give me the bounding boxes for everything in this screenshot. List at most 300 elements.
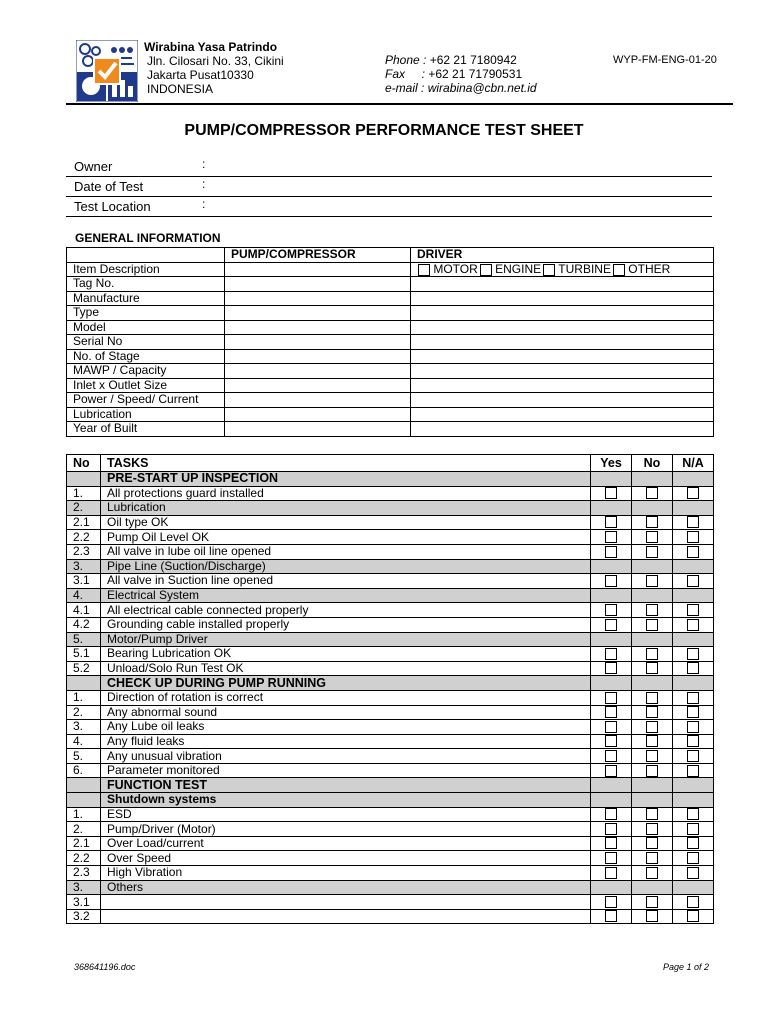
general-info-row <box>67 349 714 364</box>
task-label: High Vibration <box>101 866 591 881</box>
general-info-row <box>67 320 714 335</box>
yes-cell <box>591 763 632 778</box>
task-label: Parameter monitored <box>101 763 591 778</box>
no-checkbox[interactable] <box>646 692 658 704</box>
driver-option-label: TURBINE <box>558 261 611 276</box>
driver-option-label: MOTOR <box>433 261 478 276</box>
na-cell <box>673 880 714 895</box>
yes-cell <box>591 880 632 895</box>
contact-email-value: wirabina@cbn.net.id <box>427 81 537 95</box>
general-info-label: Tag No. <box>67 277 225 292</box>
no-checkbox[interactable] <box>646 721 658 733</box>
no-checkbox[interactable] <box>646 662 658 674</box>
task-group-row <box>67 501 714 516</box>
na-cell <box>673 793 714 808</box>
task-label: Lubrication <box>101 501 591 516</box>
address-line-2: Jakarta Pusat10330 <box>147 68 254 82</box>
driver-option-checkbox[interactable] <box>480 264 492 276</box>
na-cell <box>673 530 714 545</box>
task-label: Motor/Pump Driver <box>101 632 591 647</box>
tasks-header-row <box>67 455 714 472</box>
task-label: Others <box>101 880 591 895</box>
no-checkbox[interactable] <box>646 765 658 777</box>
yes-cell <box>591 530 632 545</box>
na-checkbox[interactable] <box>687 896 699 908</box>
task-row <box>67 603 714 618</box>
task-row <box>67 822 714 837</box>
pump-value-cell[interactable] <box>225 422 411 437</box>
task-number: 3. <box>67 720 101 735</box>
no-cell <box>632 807 673 822</box>
task-number: 1. <box>67 807 101 822</box>
na-cell <box>673 603 714 618</box>
yes-cell <box>591 559 632 574</box>
no-cell <box>632 909 673 924</box>
na-cell <box>673 574 714 589</box>
pump-value-cell[interactable] <box>225 335 411 350</box>
general-info-row <box>67 393 714 408</box>
yes-checkbox[interactable] <box>605 516 617 528</box>
no-cell <box>632 749 673 764</box>
na-checkbox[interactable] <box>687 910 699 922</box>
na-checkbox[interactable] <box>687 516 699 528</box>
no-cell <box>632 851 673 866</box>
task-number: 2.1 <box>67 836 101 851</box>
task-number: 1. <box>67 690 101 705</box>
yes-cell <box>591 632 632 647</box>
task-label: Pump Oil Level OK <box>101 530 591 545</box>
pump-value-cell[interactable] <box>225 407 411 422</box>
na-checkbox[interactable] <box>687 575 699 587</box>
pump-value-cell[interactable] <box>225 364 411 379</box>
task-label <box>101 909 591 924</box>
yes-checkbox[interactable] <box>605 837 617 849</box>
pump-value-cell[interactable] <box>225 378 411 393</box>
no-cell <box>632 866 673 881</box>
na-cell <box>673 515 714 530</box>
na-cell <box>673 501 714 516</box>
no-cell <box>632 690 673 705</box>
task-label: CHECK UP DURING PUMP RUNNING <box>101 676 591 691</box>
task-label: All protections guard installed <box>101 486 591 501</box>
yes-checkbox[interactable] <box>605 546 617 558</box>
general-info-label: Manufacture <box>67 291 225 306</box>
yes-checkbox[interactable] <box>605 487 617 499</box>
no-checkbox[interactable] <box>646 823 658 835</box>
no-checkbox[interactable] <box>646 516 658 528</box>
na-checkbox[interactable] <box>687 852 699 864</box>
no-cell <box>632 778 673 793</box>
task-label <box>101 895 591 910</box>
task-label: Electrical System <box>101 588 591 603</box>
general-info-label: Inlet x Outlet Size <box>67 378 225 393</box>
task-number: 5.2 <box>67 661 101 676</box>
yes-checkbox[interactable] <box>605 706 617 718</box>
task-group-row <box>67 632 714 647</box>
yes-checkbox[interactable] <box>605 750 617 762</box>
yes-cell <box>591 486 632 501</box>
task-number: 5. <box>67 632 101 647</box>
pump-value-cell[interactable] <box>225 349 411 364</box>
no-cell <box>632 574 673 589</box>
test-location-label: Test Location <box>74 199 151 214</box>
yes-checkbox[interactable] <box>605 896 617 908</box>
general-info-row <box>67 422 714 437</box>
driver-value-cell[interactable] <box>411 262 714 277</box>
task-number: 3.1 <box>67 574 101 589</box>
tasks-table <box>66 454 714 924</box>
task-number: 5. <box>67 749 101 764</box>
na-checkbox[interactable] <box>687 808 699 820</box>
na-cell <box>673 909 714 924</box>
task-row <box>67 574 714 589</box>
address-line-1: Jln. Cilosari No. 33, Cikini <box>147 54 284 68</box>
no-cell <box>632 544 673 559</box>
yes-header: Yes <box>591 455 632 472</box>
na-cell <box>673 851 714 866</box>
na-checkbox[interactable] <box>687 867 699 879</box>
yes-checkbox[interactable] <box>605 721 617 733</box>
na-cell <box>673 559 714 574</box>
task-number: 2.3 <box>67 866 101 881</box>
yes-cell <box>591 515 632 530</box>
task-label: All electrical cable connected properly <box>101 603 591 618</box>
yes-cell <box>591 851 632 866</box>
no-cell <box>632 559 673 574</box>
na-cell <box>673 588 714 603</box>
task-number: 2.2 <box>67 530 101 545</box>
no-cell <box>632 472 673 487</box>
task-number: 3. <box>67 880 101 895</box>
task-group-row <box>67 588 714 603</box>
general-info-row <box>67 407 714 422</box>
no-checkbox[interactable] <box>646 604 658 616</box>
task-number: 3. <box>67 559 101 574</box>
no-cell <box>632 763 673 778</box>
na-checkbox[interactable] <box>687 546 699 558</box>
task-number: 3.2 <box>67 909 101 924</box>
na-cell <box>673 807 714 822</box>
contact-phone <box>385 53 537 67</box>
task-label: Over Speed <box>101 851 591 866</box>
pump-compressor-header: PUMP/COMPRESSOR <box>225 248 411 263</box>
contact-block <box>385 53 537 95</box>
no-checkbox[interactable] <box>646 910 658 922</box>
task-row <box>67 807 714 822</box>
yes-cell <box>591 807 632 822</box>
no-cell <box>632 661 673 676</box>
no-cell <box>632 836 673 851</box>
task-row <box>67 734 714 749</box>
na-cell <box>673 734 714 749</box>
yes-checkbox[interactable] <box>605 575 617 587</box>
na-cell <box>673 472 714 487</box>
general-info-label: No. of Stage <box>67 349 225 364</box>
yes-cell <box>591 676 632 691</box>
task-row <box>67 486 714 501</box>
driver-value-cell[interactable] <box>411 320 714 335</box>
task-label: Any fluid leaks <box>101 734 591 749</box>
no-checkbox[interactable] <box>646 575 658 587</box>
yes-checkbox[interactable] <box>605 823 617 835</box>
task-number: 2.3 <box>67 544 101 559</box>
task-label: All valve in Suction line opened <box>101 574 591 589</box>
date-of-test-label: Date of Test <box>74 179 144 194</box>
general-info-header-row <box>67 248 714 263</box>
na-cell <box>673 720 714 735</box>
task-number: 1. <box>67 486 101 501</box>
yes-cell <box>591 603 632 618</box>
yes-checkbox[interactable] <box>605 808 617 820</box>
company-name: Wirabina Yasa Patrindo <box>144 40 278 54</box>
no-cell <box>632 793 673 808</box>
task-row <box>67 836 714 851</box>
driver-header: DRIVER <box>411 248 714 263</box>
yes-checkbox[interactable] <box>605 735 617 747</box>
no-cell <box>632 734 673 749</box>
task-number: 2.1 <box>67 515 101 530</box>
na-cell <box>673 749 714 764</box>
na-checkbox[interactable] <box>687 531 699 543</box>
owner-label: Owner <box>74 159 113 174</box>
task-row <box>67 647 714 662</box>
test-location-colon: : <box>202 197 206 211</box>
no-checkbox[interactable] <box>646 706 658 718</box>
no-cell <box>632 822 673 837</box>
no-cell <box>632 632 673 647</box>
yes-cell <box>591 661 632 676</box>
task-group-row <box>67 472 714 487</box>
na-checkbox[interactable] <box>687 619 699 631</box>
general-info-table <box>66 247 714 437</box>
task-number: 4.1 <box>67 603 101 618</box>
date-of-test-field[interactable] <box>66 177 712 197</box>
yes-cell <box>591 574 632 589</box>
contact-phone-value: +62 21 7180942 <box>429 53 517 67</box>
na-checkbox[interactable] <box>687 648 699 660</box>
yes-cell <box>591 544 632 559</box>
na-cell <box>673 836 714 851</box>
task-label: Grounding cable installed properly <box>101 617 591 632</box>
general-info-label: Lubrication <box>67 407 225 422</box>
yes-checkbox[interactable] <box>605 662 617 674</box>
task-label: All valve in lube oil line opened <box>101 544 591 559</box>
yes-checkbox[interactable] <box>605 765 617 777</box>
na-cell <box>673 690 714 705</box>
no-checkbox[interactable] <box>646 619 658 631</box>
no-cell <box>632 647 673 662</box>
pump-value-cell[interactable] <box>225 262 411 277</box>
pump-value-cell[interactable] <box>225 320 411 335</box>
task-label: Direction of rotation is correct <box>101 690 591 705</box>
yes-checkbox[interactable] <box>605 867 617 879</box>
owner-field[interactable] <box>66 157 712 177</box>
yes-checkbox[interactable] <box>605 619 617 631</box>
task-number <box>67 676 101 691</box>
pump-value-cell[interactable] <box>225 291 411 306</box>
yes-cell <box>591 778 632 793</box>
task-label: PRE-START UP INSPECTION <box>101 472 591 487</box>
no-checkbox[interactable] <box>646 896 658 908</box>
no-checkbox[interactable] <box>646 648 658 660</box>
no-checkbox[interactable] <box>646 852 658 864</box>
na-checkbox[interactable] <box>687 706 699 718</box>
yes-checkbox[interactable] <box>605 852 617 864</box>
na-checkbox[interactable] <box>687 735 699 747</box>
owner-colon: : <box>202 157 206 171</box>
na-checkbox[interactable] <box>687 750 699 762</box>
pump-value-cell[interactable] <box>225 306 411 321</box>
yes-cell <box>591 501 632 516</box>
task-label: Any abnormal sound <box>101 705 591 720</box>
contact-fax <box>385 67 537 81</box>
yes-checkbox[interactable] <box>605 648 617 660</box>
no-cell <box>632 588 673 603</box>
task-label: FUNCTION TEST <box>101 778 591 793</box>
company-block <box>144 40 284 96</box>
driver-value-cell[interactable] <box>411 364 714 379</box>
yes-cell <box>591 647 632 662</box>
task-number: 3.1 <box>67 895 101 910</box>
na-header: N/A <box>673 455 714 472</box>
na-cell <box>673 705 714 720</box>
no-checkbox[interactable] <box>646 867 658 879</box>
task-number: 4.2 <box>67 617 101 632</box>
na-cell <box>673 661 714 676</box>
driver-value-cell[interactable] <box>411 291 714 306</box>
date-of-test-colon: : <box>202 177 206 191</box>
general-info-label: Year of Built <box>67 422 225 437</box>
no-checkbox[interactable] <box>646 546 658 558</box>
yes-cell <box>591 895 632 910</box>
no-cell <box>632 720 673 735</box>
task-number: 2. <box>67 822 101 837</box>
driver-option-checkbox[interactable] <box>418 264 430 276</box>
na-checkbox[interactable] <box>687 662 699 674</box>
no-checkbox[interactable] <box>646 808 658 820</box>
na-checkbox[interactable] <box>687 837 699 849</box>
driver-value-cell[interactable] <box>411 335 714 350</box>
no-cell <box>632 530 673 545</box>
driver-value-cell[interactable] <box>411 277 714 292</box>
yes-cell <box>591 588 632 603</box>
na-checkbox[interactable] <box>687 765 699 777</box>
no-header: No <box>67 455 101 472</box>
task-label: Shutdown systems <box>101 793 591 808</box>
task-label: Pipe Line (Suction/Discharge) <box>101 559 591 574</box>
no-answer-header: No <box>632 455 673 472</box>
yes-cell <box>591 749 632 764</box>
task-row <box>67 851 714 866</box>
driver-value-cell[interactable] <box>411 306 714 321</box>
yes-cell <box>591 472 632 487</box>
no-cell <box>632 486 673 501</box>
test-location-field[interactable] <box>66 197 712 217</box>
na-cell <box>673 632 714 647</box>
driver-value-cell[interactable] <box>411 422 714 437</box>
task-number: 6. <box>67 763 101 778</box>
no-cell <box>632 515 673 530</box>
document-number: WYP-FM-ENG-01-20 <box>613 54 717 66</box>
driver-option-label: ENGINE <box>495 261 542 276</box>
no-cell <box>632 501 673 516</box>
yes-checkbox[interactable] <box>605 604 617 616</box>
na-cell <box>673 778 714 793</box>
no-checkbox[interactable] <box>646 531 658 543</box>
na-cell <box>673 866 714 881</box>
task-label: Bearing Lubrication OK <box>101 647 591 662</box>
general-info-label: Serial No <box>67 335 225 350</box>
task-label: Any Lube oil leaks <box>101 720 591 735</box>
task-label: Pump/Driver (Motor) <box>101 822 591 837</box>
task-row <box>67 544 714 559</box>
task-row <box>67 720 714 735</box>
task-number: 5.1 <box>67 647 101 662</box>
task-row <box>67 749 714 764</box>
driver-option-checkbox[interactable] <box>613 264 625 276</box>
driver-option-checkbox[interactable] <box>543 264 555 276</box>
na-checkbox[interactable] <box>687 487 699 499</box>
task-row <box>67 690 714 705</box>
driver-value-cell[interactable] <box>411 393 714 408</box>
task-row <box>67 895 714 910</box>
na-checkbox[interactable] <box>687 604 699 616</box>
no-cell <box>632 617 673 632</box>
task-row <box>67 909 714 924</box>
na-checkbox[interactable] <box>687 692 699 704</box>
task-group-row <box>67 793 714 808</box>
na-checkbox[interactable] <box>687 823 699 835</box>
driver-value-cell[interactable] <box>411 349 714 364</box>
task-label: Unload/Solo Run Test OK <box>101 661 591 676</box>
task-number: 2. <box>67 705 101 720</box>
yes-checkbox[interactable] <box>605 910 617 922</box>
task-number: 4. <box>67 734 101 749</box>
yes-cell <box>591 720 632 735</box>
driver-value-cell[interactable] <box>411 407 714 422</box>
task-group-row <box>67 676 714 691</box>
no-checkbox[interactable] <box>646 750 658 762</box>
no-checkbox[interactable] <box>646 735 658 747</box>
general-info-label: Type <box>67 306 225 321</box>
yes-checkbox[interactable] <box>605 531 617 543</box>
general-info-row <box>67 335 714 350</box>
yes-cell <box>591 734 632 749</box>
general-info-row <box>67 277 714 292</box>
na-checkbox[interactable] <box>687 721 699 733</box>
na-cell <box>673 486 714 501</box>
driver-value-cell[interactable] <box>411 378 714 393</box>
tasks-header: TASKS <box>101 455 591 472</box>
yes-checkbox[interactable] <box>605 692 617 704</box>
no-cell <box>632 880 673 895</box>
general-info-row <box>67 262 714 277</box>
pump-value-cell[interactable] <box>225 393 411 408</box>
general-info-label: MAWP / Capacity <box>67 364 225 379</box>
task-label: Oil type OK <box>101 515 591 530</box>
yes-cell <box>591 866 632 881</box>
task-number <box>67 793 101 808</box>
pump-value-cell[interactable] <box>225 277 411 292</box>
task-row <box>67 617 714 632</box>
na-cell <box>673 763 714 778</box>
no-checkbox[interactable] <box>646 837 658 849</box>
task-label: Any unusual vibration <box>101 749 591 764</box>
no-cell <box>632 705 673 720</box>
no-checkbox[interactable] <box>646 487 658 499</box>
na-cell <box>673 647 714 662</box>
yes-cell <box>591 909 632 924</box>
